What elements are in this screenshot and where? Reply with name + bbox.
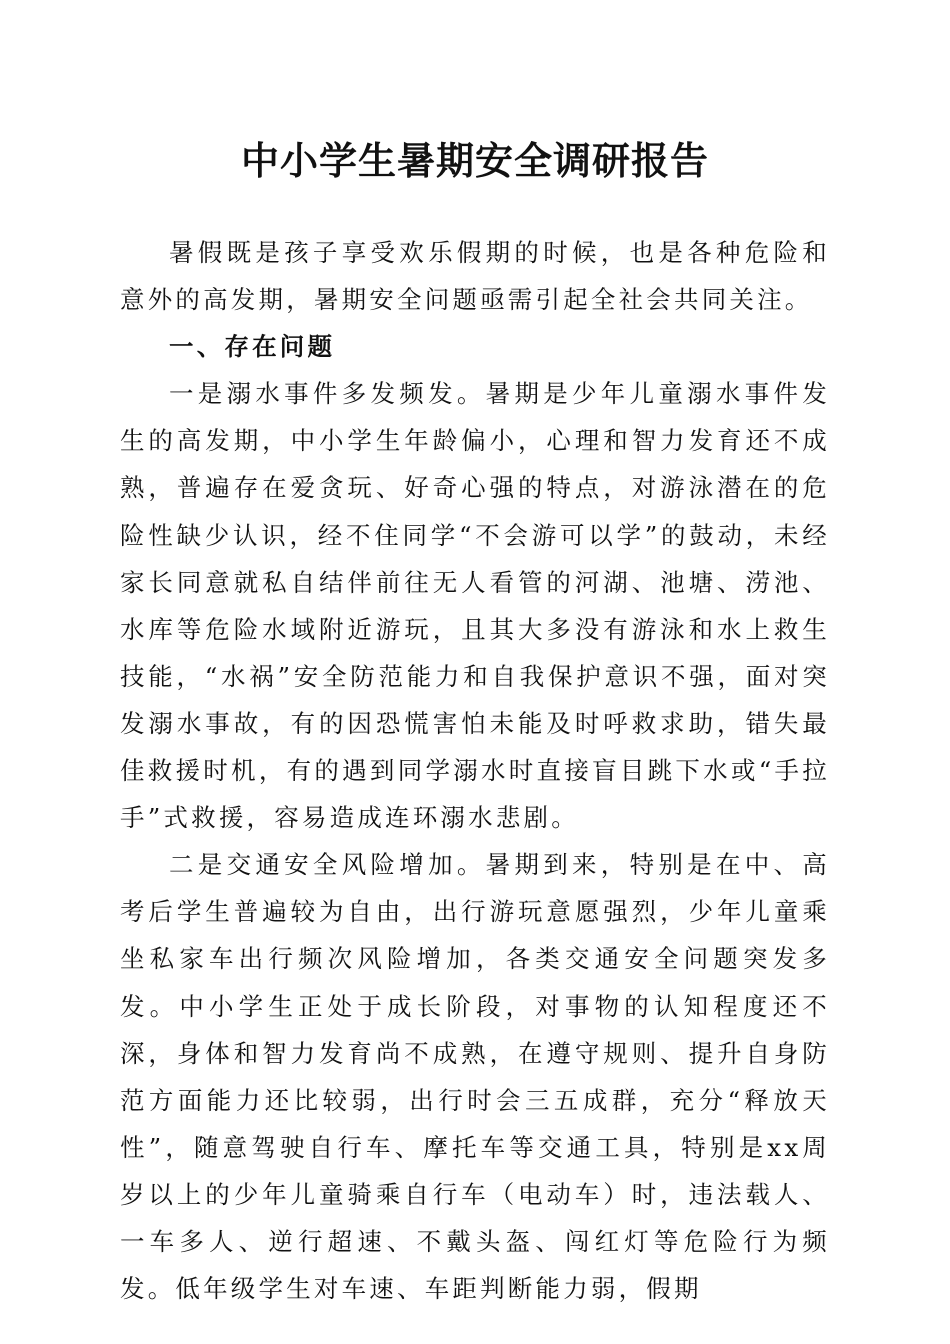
paragraph-text: 暑期是少年儿童溺水事件发生的高发期，中小学生年龄偏小，心理和智力发育还不成熟，普遍存在爱贪玩、好奇心强的特点，对游泳潜在的危险性缺少认识，经不住同学“不会游可以学”的鼓动，未经家长同意就私自结伴前往无人看管的河湖、池塘、涝池、水库等危险水域附近游玩，且其大多没有游泳和水上救生技能，“水祸”安全防范能力和自我保护意识不强，面对突发溺水事故，有的因恐慌害怕未能及时呼救求助，错失最佳救援时机，有的遇到同学溺水时直接盲目跳下水或“手拉手”式救援，容易造成连环溺水悲剧。 bbox=[120, 379, 831, 833]
section-heading-problems: 一、存在问题 bbox=[169, 332, 336, 362]
intro-paragraph: 暑假既是孩子享受欢乐假期的时候，也是各种危险和意外的高发期，暑期安全问题亟需引起全社会共同关注。 bbox=[120, 238, 830, 315]
paragraph-traffic bbox=[120, 841, 830, 1312]
paragraph-text: 暑期到来，特别是在中、高考后学生普遍较为自由，出行游玩意愿强烈，少年儿童乘坐私家车出行频次风险增加，各类交通安全问题突发多发。中小学生正处于成长阶段，对事物的认知程度还不深，身体和智力发育尚不成熟，在遵守规则、提升自身防范方面能力还比较弱，出行时会三五成群，充分“释放天性”，随意驾驶自行车、摩托车等交通工具，特别是xx周岁以上的少年儿童骑乘自行车（电动车）时，违法载人、一车多人、逆行超速、不戴头盔、闯红灯等危险行为频发。低年级学生对车速、车距判断能力弱，假期 bbox=[120, 850, 831, 1304]
paragraph-lead: 二是交通安全风险增加。 bbox=[169, 850, 486, 880]
paragraph-lead: 一是溺水事件多发频发。 bbox=[169, 379, 486, 409]
document-body bbox=[120, 229, 830, 1312]
document-title: 中小学生暑期安全调研报告 bbox=[240, 138, 709, 183]
paragraph-drowning bbox=[120, 370, 830, 841]
